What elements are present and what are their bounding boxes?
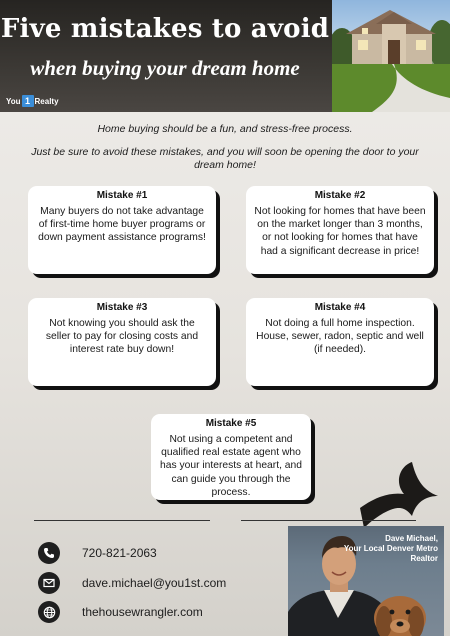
logo-realty-text: Realty [34,96,59,106]
phone-number-link[interactable]: 720-821-2063 [82,546,157,560]
contact-phone-row [38,542,157,564]
mistake-text: Many buyers do not take advantage of first-time home buyer programs or down payment assistance programs! [38,206,206,244]
phone-icon [38,542,60,564]
email-icon [38,572,60,594]
divider-left [34,520,210,521]
divider-right [241,520,416,521]
mistake-card-2 [246,186,434,274]
company-logo [6,94,59,108]
agent-role: Your Local Denver Metro Realtor [343,544,438,563]
globe-icon [38,601,60,623]
agent-caption [338,534,438,564]
mistake-title: Mistake #5 [205,418,257,429]
logo-one-badge: 1 [22,95,34,107]
mistake-title: Mistake #3 [96,302,148,313]
page-title: Five mistakes to avoid [0,14,330,44]
mistake-text: Not doing a full home inspection. House, sewer, radon, septic and well (if needed). [256,318,424,356]
header-banner [0,0,450,112]
mistake-card-1 [28,186,216,274]
website-link[interactable]: thehousewrangler.com [82,605,203,619]
mistake-text: Not knowing you should ask the seller to pay for closing costs and interest rate buy down! [45,318,199,356]
contact-email-row [38,572,226,594]
mistake-text: Not looking for homes that have been on the market longer than 3 months, or not looking for homes that have had a significant decrease in price! [254,206,426,257]
mistake-title: Mistake #1 [96,190,148,201]
mistake-text: Not using a competent and qualified real estate agent who has your interests at heart, and can guide you through the process. [160,434,302,498]
intro-line-1: Home buying should be a fun, and stress-free process. [97,123,353,135]
intro-line-2: Just be sure to avoid these mistakes, and you will soon be opening the door to your dream home! [31,146,419,171]
page-subtitle: when buying your dream home [30,56,300,80]
mistake-card-3 [28,298,216,386]
mistake-title: Mistake #2 [314,190,366,201]
agent-photo [288,526,444,636]
logo-you-text: You [6,96,21,106]
email-link[interactable]: dave.michael@you1st.com [82,576,227,590]
contact-website-row [38,601,203,623]
mistake-card-4 [246,298,434,386]
mistake-card-5 [151,414,311,500]
decorative-swoosh [360,462,450,532]
house-photo [332,0,450,112]
mistake-title: Mistake #4 [314,302,366,313]
agent-name: Dave Michael, [385,534,438,543]
